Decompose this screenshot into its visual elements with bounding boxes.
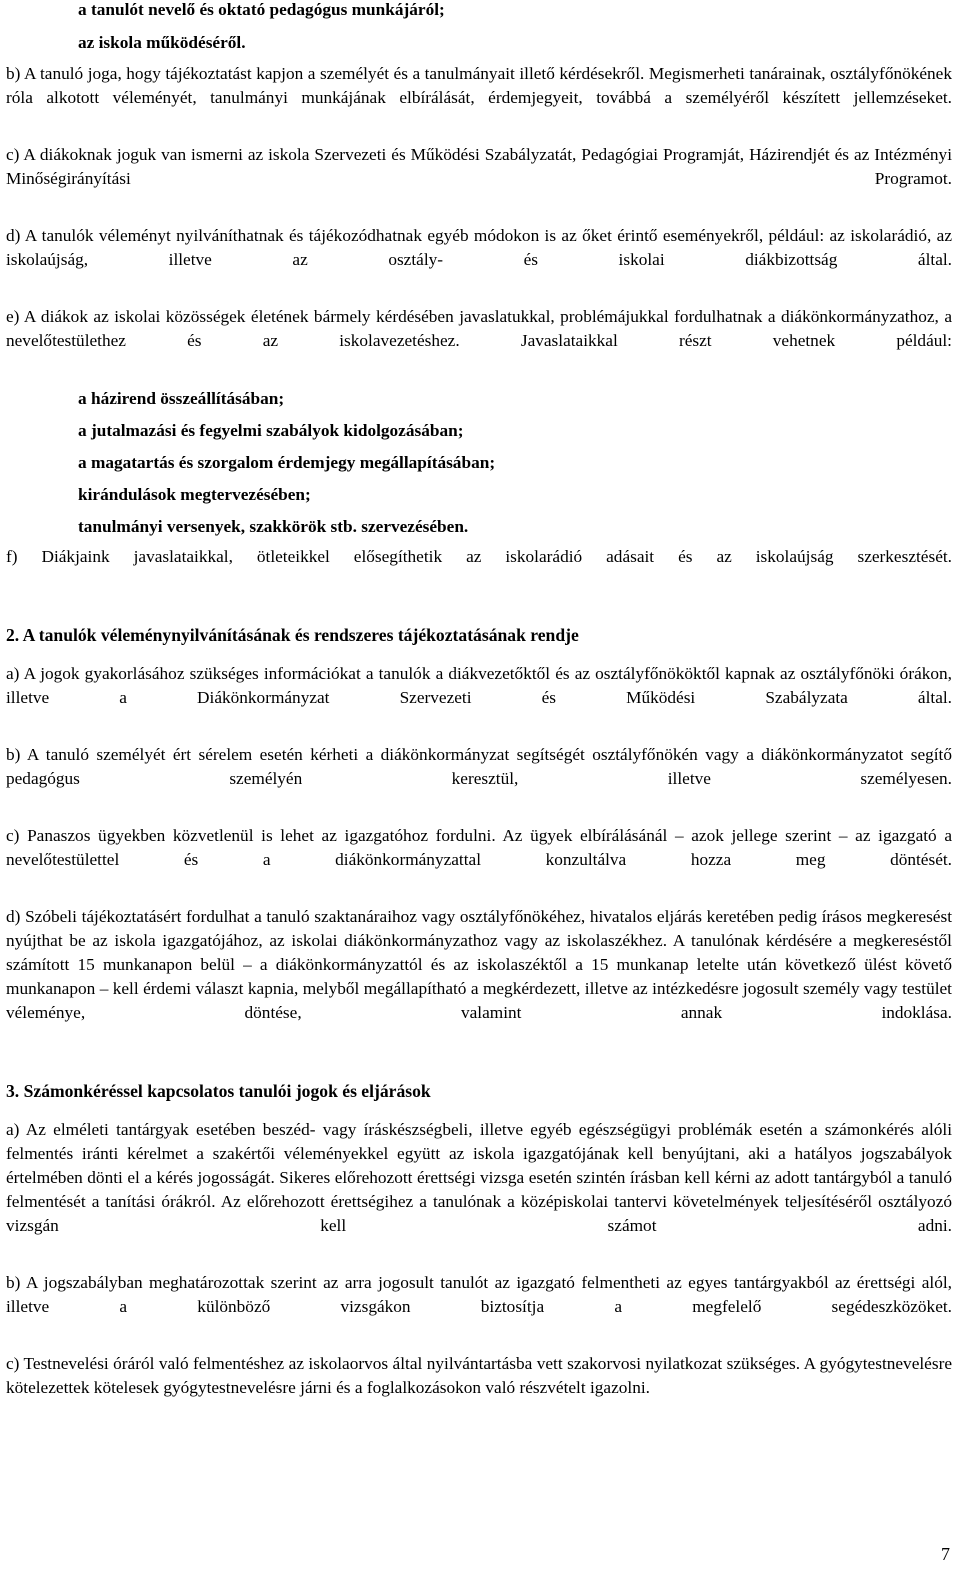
section-2-paragraph-c: c) Panaszos ügyekben közvetlenül is lehet az igazgatóhoz fordulni. Az ügyek elbírálásánál – azok jellege szerint – az igazgató a nevelőtestülettel és a diákönkormányzattal konzultálva hozza meg döntését. — [6, 826, 952, 869]
section-2-paragraph-a: a) A jogok gyakorlásához szükséges információkat a tanulók a diákvezetőktől és az osztályfőnököktől kapnak az osztályfőnöki órákon, illetve a Diákönkormányzat Szervezeti és Működési Szabályzata által. — [6, 664, 952, 707]
section-3-paragraph-a: a) Az elméleti tantárgyak esetében beszéd- vagy íráskészségbeli, illetve egyéb egészségügyi problémák esetén a számonkérés alóli felmentés iránti kérelmet a szakértői véleményekkel együtt az iskola igazgatójának kell benyújtani, aki a hatályos jogszabályok értelmében dönti el a kérés jogosságát. Sikeres előrehozott érettségi vizsga esetén szintén írásban kell kérni az adott tantárgyból a tanuló felmentését a tanítási órákról. Az előrehozott érettségihez a tanulónak a középiskolai tantervi követelmények teljesítéséről osztályozó vizsgán kell számot adni. — [6, 1120, 952, 1235]
list-item: az iskola működéséről. — [78, 33, 246, 52]
list-item: tanulmányi versenyek, szakkörök stb. szervezésében. — [78, 517, 469, 536]
paragraph-f: f) Diákjaink javaslataikkal, ötleteikkel elősegíthetik az iskolarádió adásait és az iskolaújság szerkesztését. — [6, 547, 952, 566]
section-3-heading: 3. Számonkéréssel kapcsolatos tanulói jogok és eljárások — [6, 1081, 431, 1101]
section-2-heading: 2. A tanulók véleménynyilvánításának és rendszeres tájékoztatásának rendje — [6, 625, 579, 645]
paragraph-d: d) A tanulók véleményt nyilváníthatnak és tájékozódhatnak egyéb módokon is az őket érintő eseményekről, például: az iskolarádió, az iskolaújság, illetve az osztály- és iskolai diákbizottság által. — [6, 226, 952, 269]
section-3-paragraph-b: b) A jogszabályban meghatározottak szerint az arra jogosult tanulót az igazgató felmentheti az egyes tantárgyakból az érettségi alól, illetve a különböző vizsgákon biztosítja a megfelelő segédeszközöket. — [6, 1273, 952, 1316]
section-3-paragraph-c: c) Testnevelési óráról való felmentéshez az iskolaorvos által nyilvántartásba vett szakorvosi nyilatkozat szükséges. A gyógytestnevelésre kötelezettek kötelesek gyógytestnevelésre járni és a foglalkozásokon való részvételt igazolni. — [6, 1354, 952, 1397]
paragraph-c: c) A diákoknak joguk van ismerni az iskola Szervezeti és Működési Szabályzatát, Pedagógiai Programját, Házirendjét és az Intézményi Minőségirányítási Programot. — [6, 145, 952, 188]
list-item: a jutalmazási és fegyelmi szabályok kidolgozásában; — [78, 421, 464, 440]
list-item: a tanulót nevelő és oktató pedagógus munkájáról; — [78, 0, 445, 19]
list-item: a házirend összeállításában; — [78, 389, 285, 408]
page-number: 7 — [941, 1544, 950, 1564]
section-2-paragraph-b: b) A tanuló személyét ért sérelem esetén kérheti a diákönkormányzat segítségét osztályfőnökén vagy a diákönkormányzatot segítő pedagógus személyén keresztül, illetve személyesen. — [6, 745, 952, 788]
top-list — [6, 0, 952, 55]
document-page — [6, 0, 952, 1409]
section-2-paragraph-d: d) Szóbeli tájékoztatásért fordulhat a tanuló szaktanáraihoz vagy osztályfőnökéhez, hivatalos eljárás keretében pedig írásos megkeresést nyújthat be az iskola igazgatójához, az iskolai diákönkormányzathoz vagy az iskolaszékhez. A tanulónak kérdésére a megkereséstől számított 15 munkanapon belül – a diákönkormányzattól és az iskolaszéktől a 15 munkanap letelte után következő ülést követő munkanapon – kell érdemi választ kapnia, melyből megállapítható a megkérdezett, illetve az intézkedésre jogosult személy vagy testület véleménye, döntése, valamint annak indoklása. — [6, 907, 952, 1022]
e-list — [6, 387, 952, 539]
paragraph-e: e) A diákok az iskolai közösségek életének bármely kérdésében javaslatukkal, problémájukkal fordulhatnak a diákönkormányzathoz, a nevelőtestülethez és az iskolavezetéshez. Javaslataikkal részt vehetnek például: — [6, 307, 952, 350]
list-item: a magatartás és szorgalom érdemjegy megállapításában; — [78, 453, 496, 472]
paragraph-b: b) A tanuló joga, hogy tájékoztatást kapjon a személyét és a tanulmányait illető kérdésekről. Megismerheti tanárainak, osztályfőnökének róla alkotott véleményét, tanulmányi munkájának elbírálását, érdemjegyeit, továbbá a személyéről készített jellemzéseket. — [6, 64, 952, 107]
list-item: kirándulások megtervezésében; — [78, 485, 311, 504]
